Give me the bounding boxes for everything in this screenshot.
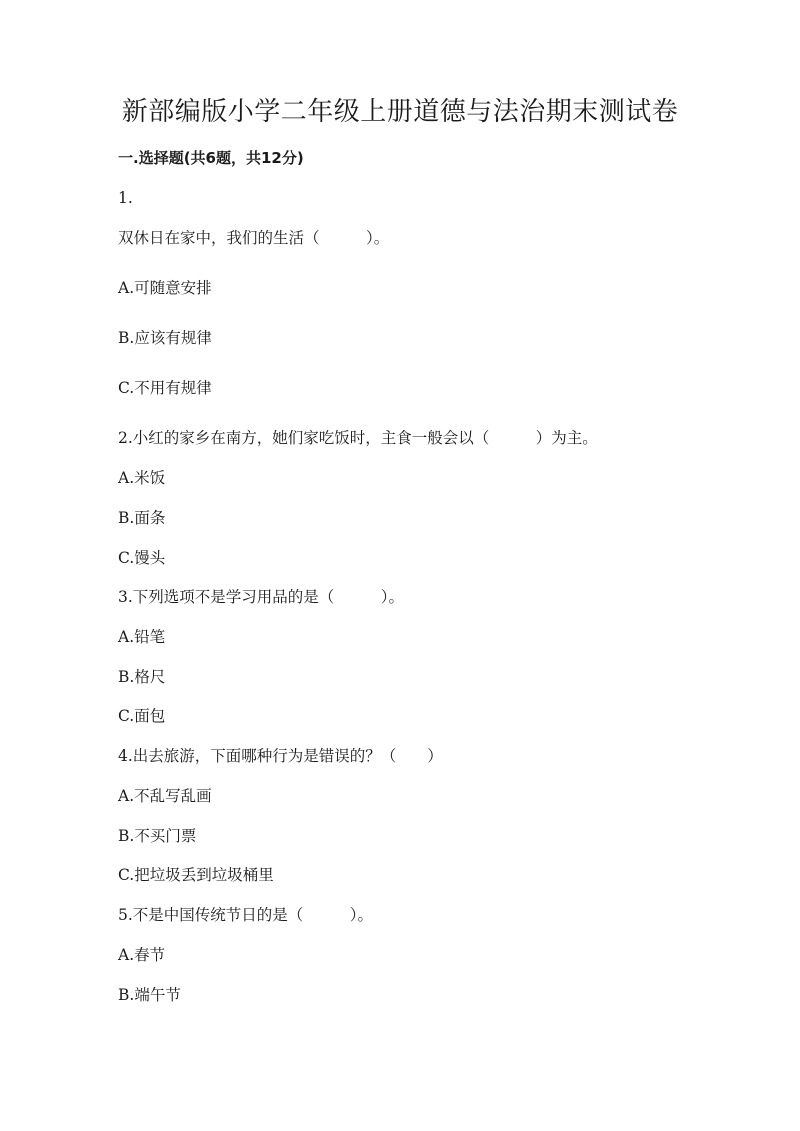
question-1-option-c: C.不用有规律 bbox=[118, 379, 212, 397]
question-4-option-b: B.不买门票 bbox=[118, 827, 197, 845]
question-5-option-a: A.春节 bbox=[118, 946, 166, 964]
question-5-stem: 5.不是中国传统节日的是（ ）。 bbox=[118, 906, 374, 924]
question-1-stem: 双休日在家中，我们的生活（ ）。 bbox=[118, 229, 390, 247]
question-5-option-b: B.端午节 bbox=[118, 986, 181, 1004]
question-4-stem: 4.出去旅游，下面哪种行为是错误的？（ ） bbox=[118, 747, 443, 765]
question-3-option-a: A.铅笔 bbox=[118, 628, 166, 646]
question-2-option-a: A.米饭 bbox=[118, 469, 166, 487]
question-1-option-b: B.应该有规律 bbox=[118, 329, 212, 347]
question-2-option-b: B.面条 bbox=[118, 509, 166, 527]
question-3-option-c: C.面包 bbox=[118, 707, 166, 725]
exam-title: 新部编版小学二年级上册道德与法治期末测试卷 bbox=[121, 97, 679, 127]
question-4-option-c: C.把垃圾丢到垃圾桶里 bbox=[118, 866, 274, 884]
question-1-option-a: A.可随意安排 bbox=[118, 279, 212, 297]
question-2-option-c: C.馒头 bbox=[118, 549, 166, 567]
question-4-option-a: A.不乱写乱画 bbox=[118, 787, 212, 805]
question-3-stem: 3.下列选项不是学习用品的是（ ）。 bbox=[118, 588, 405, 606]
question-1-number: 1. bbox=[118, 189, 133, 207]
question-2-stem: 2.小红的家乡在南方，她们家吃饭时，主食一般会以（ ）为主。 bbox=[118, 429, 598, 447]
section-heading: 一.选择题(共6题，共12分) bbox=[118, 149, 304, 167]
question-3-option-b: B.格尺 bbox=[118, 668, 166, 686]
